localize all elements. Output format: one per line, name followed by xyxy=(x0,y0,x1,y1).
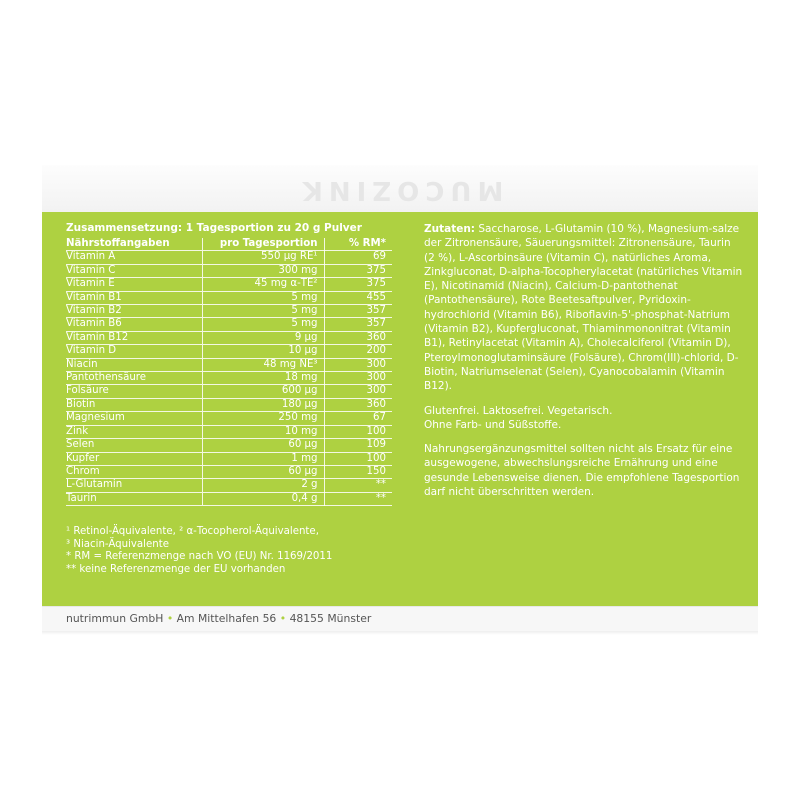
nutrition-table-body xyxy=(66,251,392,506)
nutrient-name: Vitamin C xyxy=(66,264,202,277)
nutrient-rm-percent: 69 xyxy=(324,251,392,264)
nutrient-rm-percent: 357 xyxy=(324,305,392,318)
nutrient-rm-percent: 300 xyxy=(324,372,392,385)
composition-heading: Zusammensetzung: 1 Tagesportion zu 20 g Pulver xyxy=(66,222,362,234)
nutrient-amount: 600 µg xyxy=(202,385,324,398)
nutrition-row xyxy=(66,331,392,344)
nutrient-name: Niacin xyxy=(66,358,202,371)
free-from-line-1: Glutenfrei. Laktosefrei. Vegetarisch. xyxy=(424,404,613,417)
separator-dot: • xyxy=(166,612,174,625)
nutrient-name: Selen xyxy=(66,439,202,452)
nutrient-name: Biotin xyxy=(66,398,202,411)
nutrient-amount: 5 mg xyxy=(202,291,324,304)
nutrient-rm-percent: 67 xyxy=(324,412,392,425)
nutrition-row xyxy=(66,372,392,385)
nutrient-rm-percent: 375 xyxy=(324,278,392,291)
manufacturer-footer xyxy=(42,606,758,632)
nutrient-rm-percent: 100 xyxy=(324,452,392,465)
footnote: ¹ Retinol-Äquivalente, ² α-Tocopherol-Äquivalente, xyxy=(66,526,319,538)
nutrient-amount: 250 mg xyxy=(202,412,324,425)
nutrient-amount: 60 µg xyxy=(202,465,324,478)
free-from-paragraph xyxy=(424,404,744,433)
supplement-warning: Nahrungsergänzungsmittel sollten nicht als Ersatz für eine ausgewogene, abwechslungsreiche Ernährung und eine gesunde Lebensweise dienen. Die empfohlene Tagesportion darf nicht überschritten werden. xyxy=(424,443,740,499)
nutrition-row xyxy=(66,318,392,331)
nutrient-amount: 48 mg NE³ xyxy=(202,358,324,371)
nutrient-name: Vitamin E xyxy=(66,278,202,291)
nutrient-name: Zink xyxy=(66,425,202,438)
company-name: nutrimmun GmbH xyxy=(66,612,164,625)
column-header-amount: pro Tagesportion xyxy=(202,238,324,251)
column-header-nutrient: Nährstoffangaben xyxy=(66,238,202,251)
nutrient-name: Magnesium xyxy=(66,412,202,425)
nutrient-name: Folsäure xyxy=(66,385,202,398)
nutrient-amount: 9 µg xyxy=(202,331,324,344)
nutrition-table xyxy=(66,238,392,506)
nutrition-row xyxy=(66,345,392,358)
nutrition-row xyxy=(66,412,392,425)
nutrient-amount: 60 µg xyxy=(202,439,324,452)
nutrient-name: Vitamin B1 xyxy=(66,291,202,304)
separator-dot: • xyxy=(279,612,287,625)
ingredients-section xyxy=(424,222,744,509)
ingredients-label: Zutaten: xyxy=(424,223,476,235)
city-address: 48155 Münster xyxy=(289,612,372,625)
footnote: * RM = Referenzmenge nach VO (EU) Nr. 1169/2011 xyxy=(66,551,333,563)
nutrient-rm-percent: ** xyxy=(324,479,392,492)
nutrient-amount: 1 mg xyxy=(202,452,324,465)
nutrient-amount: 5 mg xyxy=(202,305,324,318)
manufacturer-address xyxy=(66,612,371,625)
nutrient-amount: 18 mg xyxy=(202,372,324,385)
nutrition-table-header xyxy=(66,238,392,251)
nutrient-rm-percent: 200 xyxy=(324,345,392,358)
footnote: ** keine Referenzmenge der EU vorhanden xyxy=(66,563,286,575)
nutrition-row xyxy=(66,492,392,505)
free-from-line-2: Ohne Farb- und Süßstoffe. xyxy=(424,418,562,431)
back-label-panel xyxy=(42,212,758,606)
ingredients-text: Saccharose, L-Glutamin (10 %), Magnesium-salze der Zitronensäure, Säuerungsmittel: Zitronensäure, Taurin (2 %), L-Ascorbinsäure (Vitamin C), natürliches Aroma, Zinkgluconat, D-alpha-Tocopherylacetat (natürliches Vitamin E), Nicotinamid (Niacin), Calcium-D-pantothenat (Pantothensäure), Rote Beetesaftpulver, Pyridoxin-hydrochlorid (Vitamin B6), Riboflavin-5'-phosphat-Natrium (Vitamin B2), Kupfergluconat, Thiaminmononitrat (Vitamin B1), Retinylacetat (Vitamin A), Cholecalciferol (Vitamin D), Pteroylmonoglutaminsäure (Folsäure), Chrom(III)-chlorid, D-Biotin, Natriumselenat (Selen), Cyanocobalamin (Vitamin B12). xyxy=(424,223,743,393)
nutrition-row xyxy=(66,398,392,411)
nutrient-name: Vitamin B12 xyxy=(66,331,202,344)
column-header-rm: % RM* xyxy=(324,238,392,251)
footnote: ³ Niacin-Äquivalente xyxy=(66,538,169,550)
nutrient-name: Vitamin A xyxy=(66,251,202,264)
nutrition-row xyxy=(66,425,392,438)
nutrient-amount: 2 g xyxy=(202,479,324,492)
nutrient-amount: 300 mg xyxy=(202,264,324,277)
nutrient-rm-percent: 455 xyxy=(324,291,392,304)
nutrient-rm-percent: 150 xyxy=(324,465,392,478)
ingredients-paragraph xyxy=(424,222,744,394)
nutrient-amount: 550 µg RE¹ xyxy=(202,251,324,264)
nutrition-row xyxy=(66,278,392,291)
brand-name-mirrored: MUCOZINK xyxy=(296,175,504,205)
box-top-flap xyxy=(42,165,758,213)
nutrient-amount: 0,4 g xyxy=(202,492,324,505)
nutrient-rm-percent: 109 xyxy=(324,439,392,452)
nutrient-name: Pantothensäure xyxy=(66,372,202,385)
nutrition-row xyxy=(66,385,392,398)
nutrition-row xyxy=(66,251,392,264)
box-bottom-shadow xyxy=(42,631,758,635)
nutrition-row xyxy=(66,305,392,318)
nutrient-amount: 5 mg xyxy=(202,318,324,331)
nutrition-row xyxy=(66,291,392,304)
nutrition-row xyxy=(66,465,392,478)
nutrient-name: Vitamin B2 xyxy=(66,305,202,318)
nutrition-row xyxy=(66,479,392,492)
nutrient-rm-percent: 375 xyxy=(324,264,392,277)
street-address: Am Mittelhafen 56 xyxy=(176,612,277,625)
nutrient-rm-percent: 300 xyxy=(324,358,392,371)
nutrient-rm-percent: 300 xyxy=(324,385,392,398)
nutrition-row xyxy=(66,439,392,452)
nutrient-name: Kupfer xyxy=(66,452,202,465)
nutrient-name: Vitamin D xyxy=(66,345,202,358)
nutrient-amount: 180 µg xyxy=(202,398,324,411)
nutrient-name: Chrom xyxy=(66,465,202,478)
nutrient-rm-percent: 100 xyxy=(324,425,392,438)
nutrient-amount: 45 mg α-TE² xyxy=(202,278,324,291)
composition-section xyxy=(66,222,392,577)
nutrient-rm-percent: 360 xyxy=(324,398,392,411)
nutrient-name: Vitamin B6 xyxy=(66,318,202,331)
nutrient-name: Taurin xyxy=(66,492,202,505)
nutrient-rm-percent: ** xyxy=(324,492,392,505)
nutrient-name: L-Glutamin xyxy=(66,479,202,492)
nutrition-row xyxy=(66,264,392,277)
nutrient-rm-percent: 357 xyxy=(324,318,392,331)
nutrition-row xyxy=(66,452,392,465)
nutrient-rm-percent: 360 xyxy=(324,331,392,344)
nutrition-row xyxy=(66,358,392,371)
footnotes xyxy=(66,526,392,576)
nutrient-amount: 10 mg xyxy=(202,425,324,438)
nutrient-amount: 10 µg xyxy=(202,345,324,358)
